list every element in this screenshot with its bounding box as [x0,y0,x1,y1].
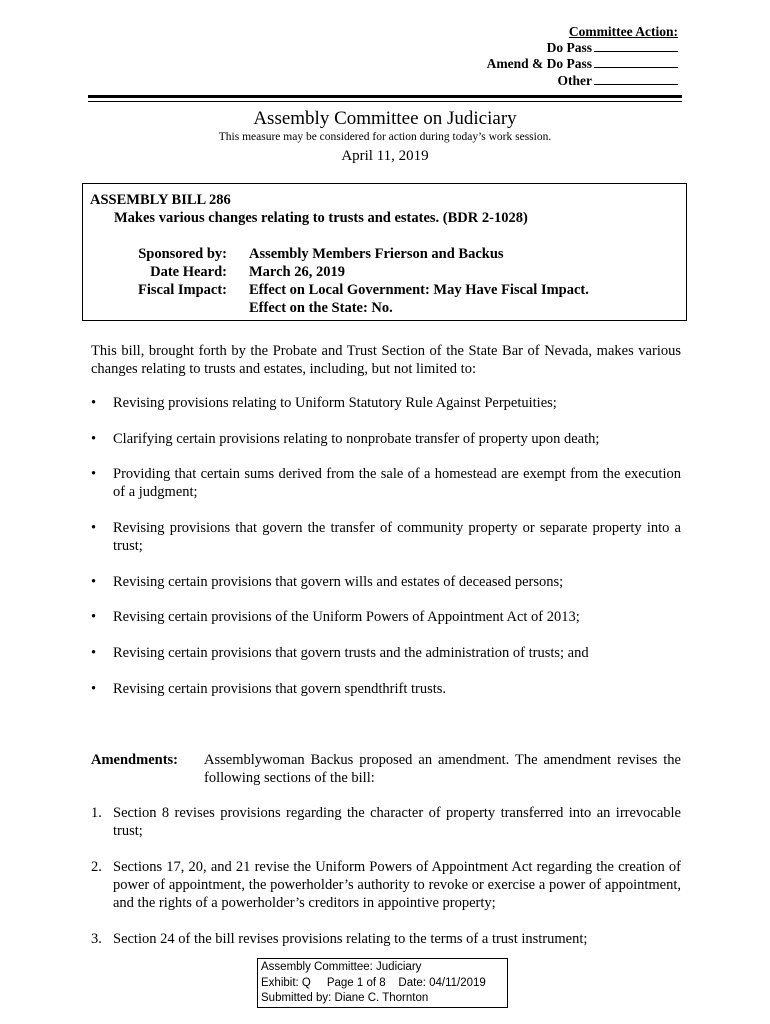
blank-line [594,40,678,52]
bullet-item: Revising certain provisions that govern spendthrift trusts. [113,681,447,697]
blank-line [594,56,678,68]
exhibit-page-date: Exhibit: Q Page 1 of 8 Date: 04/11/2019 [261,976,486,989]
committee-action-do-pass: Do Pass [547,40,678,56]
field-label-sponsor: Sponsored by: [138,246,227,262]
page-title: Assembly Committee on Judiciary [253,108,517,129]
blank-line [594,73,678,85]
bullet-item: Revising provisions that govern the transfer of community property or separate property into a trust; [113,520,681,554]
bullet-marker: • [91,645,97,661]
bullet-item: Clarifying certain provisions relating to nonprobate transfer of property upon death; [113,431,600,447]
field-value-sponsor: Assembly Members Frierson and Backus [249,246,504,262]
field-label-date-heard: Date Heard: [150,264,227,280]
bullet-item: Revising certain provisions that govern wills and estates of deceased persons; [113,574,564,590]
bullet-marker: • [91,431,97,447]
bill-summary: Makes various changes relating to trusts and estates. (BDR 2-1028) [114,210,528,226]
bullet-item: Revising provisions relating to Uniform Statutory Rule Against Perpetuities; [113,395,557,411]
list-number: 3. [91,931,102,947]
bullet-item: Revising certain provisions of the Uniform Powers of Appointment Act of 2013; [113,609,580,625]
header-rule-thin [88,101,682,102]
bullet-item: Revising certain provisions that govern trusts and the administration of trusts; and [113,645,589,661]
bullet-marker: • [91,395,97,411]
list-number: 2. [91,859,102,875]
amendments-text: Assemblywoman Backus proposed an amendment. The amendment revises the following sections of the bill: [204,752,681,786]
amendment-item: Sections 17, 20, and 21 revise the Uniform Powers of Appointment Act regarding the creation of power of appointment, the powerholder’s authority to revoke or exercise a power of appointment, and the rights of a powerholder’s creditors in appointive property; [113,859,681,911]
bullet-marker: • [91,466,97,482]
bullet-marker: • [91,681,97,697]
page-subtitle: This measure may be considered for action during today’s work session. [218,131,552,143]
bullet-marker: • [91,574,97,590]
header-rule [88,95,682,98]
field-label-fiscal-impact: Fiscal Impact: [138,282,227,298]
page-date: April 11, 2019 [341,148,429,164]
field-value-date-heard: March 26, 2019 [249,264,345,280]
amendment-item: Section 24 of the bill revises provisions relating to the terms of a trust instrument; [113,931,588,947]
committee-action-title: Committee Action: [568,24,678,39]
field-value-fiscal-local: Effect on Local Government: May Have Fiscal Impact. [249,282,589,298]
committee-action-amend-do-pass: Amend & Do Pass [487,56,678,72]
exhibit-submitted-by: Submitted by: Diane C. Thornton [261,992,429,1004]
intro-paragraph: This bill, brought forth by the Probate and Trust Section of the State Bar of Nevada, makes various changes relating to trusts and estates, including, but not limited to: [91,343,681,377]
bill-number: ASSEMBLY BILL 286 [90,192,231,208]
bullet-item: Providing that certain sums derived from the sale of a homestead are exempt from the execution of a judgment; [113,466,681,500]
committee-action-other: Other [558,73,679,89]
bullet-marker: • [91,520,97,536]
exhibit-committee: Assembly Committee: Judiciary [261,961,422,973]
field-value-fiscal-state: Effect on the State: No. [249,300,393,316]
list-number: 1. [91,805,102,821]
exhibit-stamp [257,958,508,1008]
amendment-item: Section 8 revises provisions regarding the character of property transferred into an irrevocable trust; [113,805,681,839]
bullet-marker: • [91,609,97,625]
amendments-label: Amendments: [91,752,178,768]
